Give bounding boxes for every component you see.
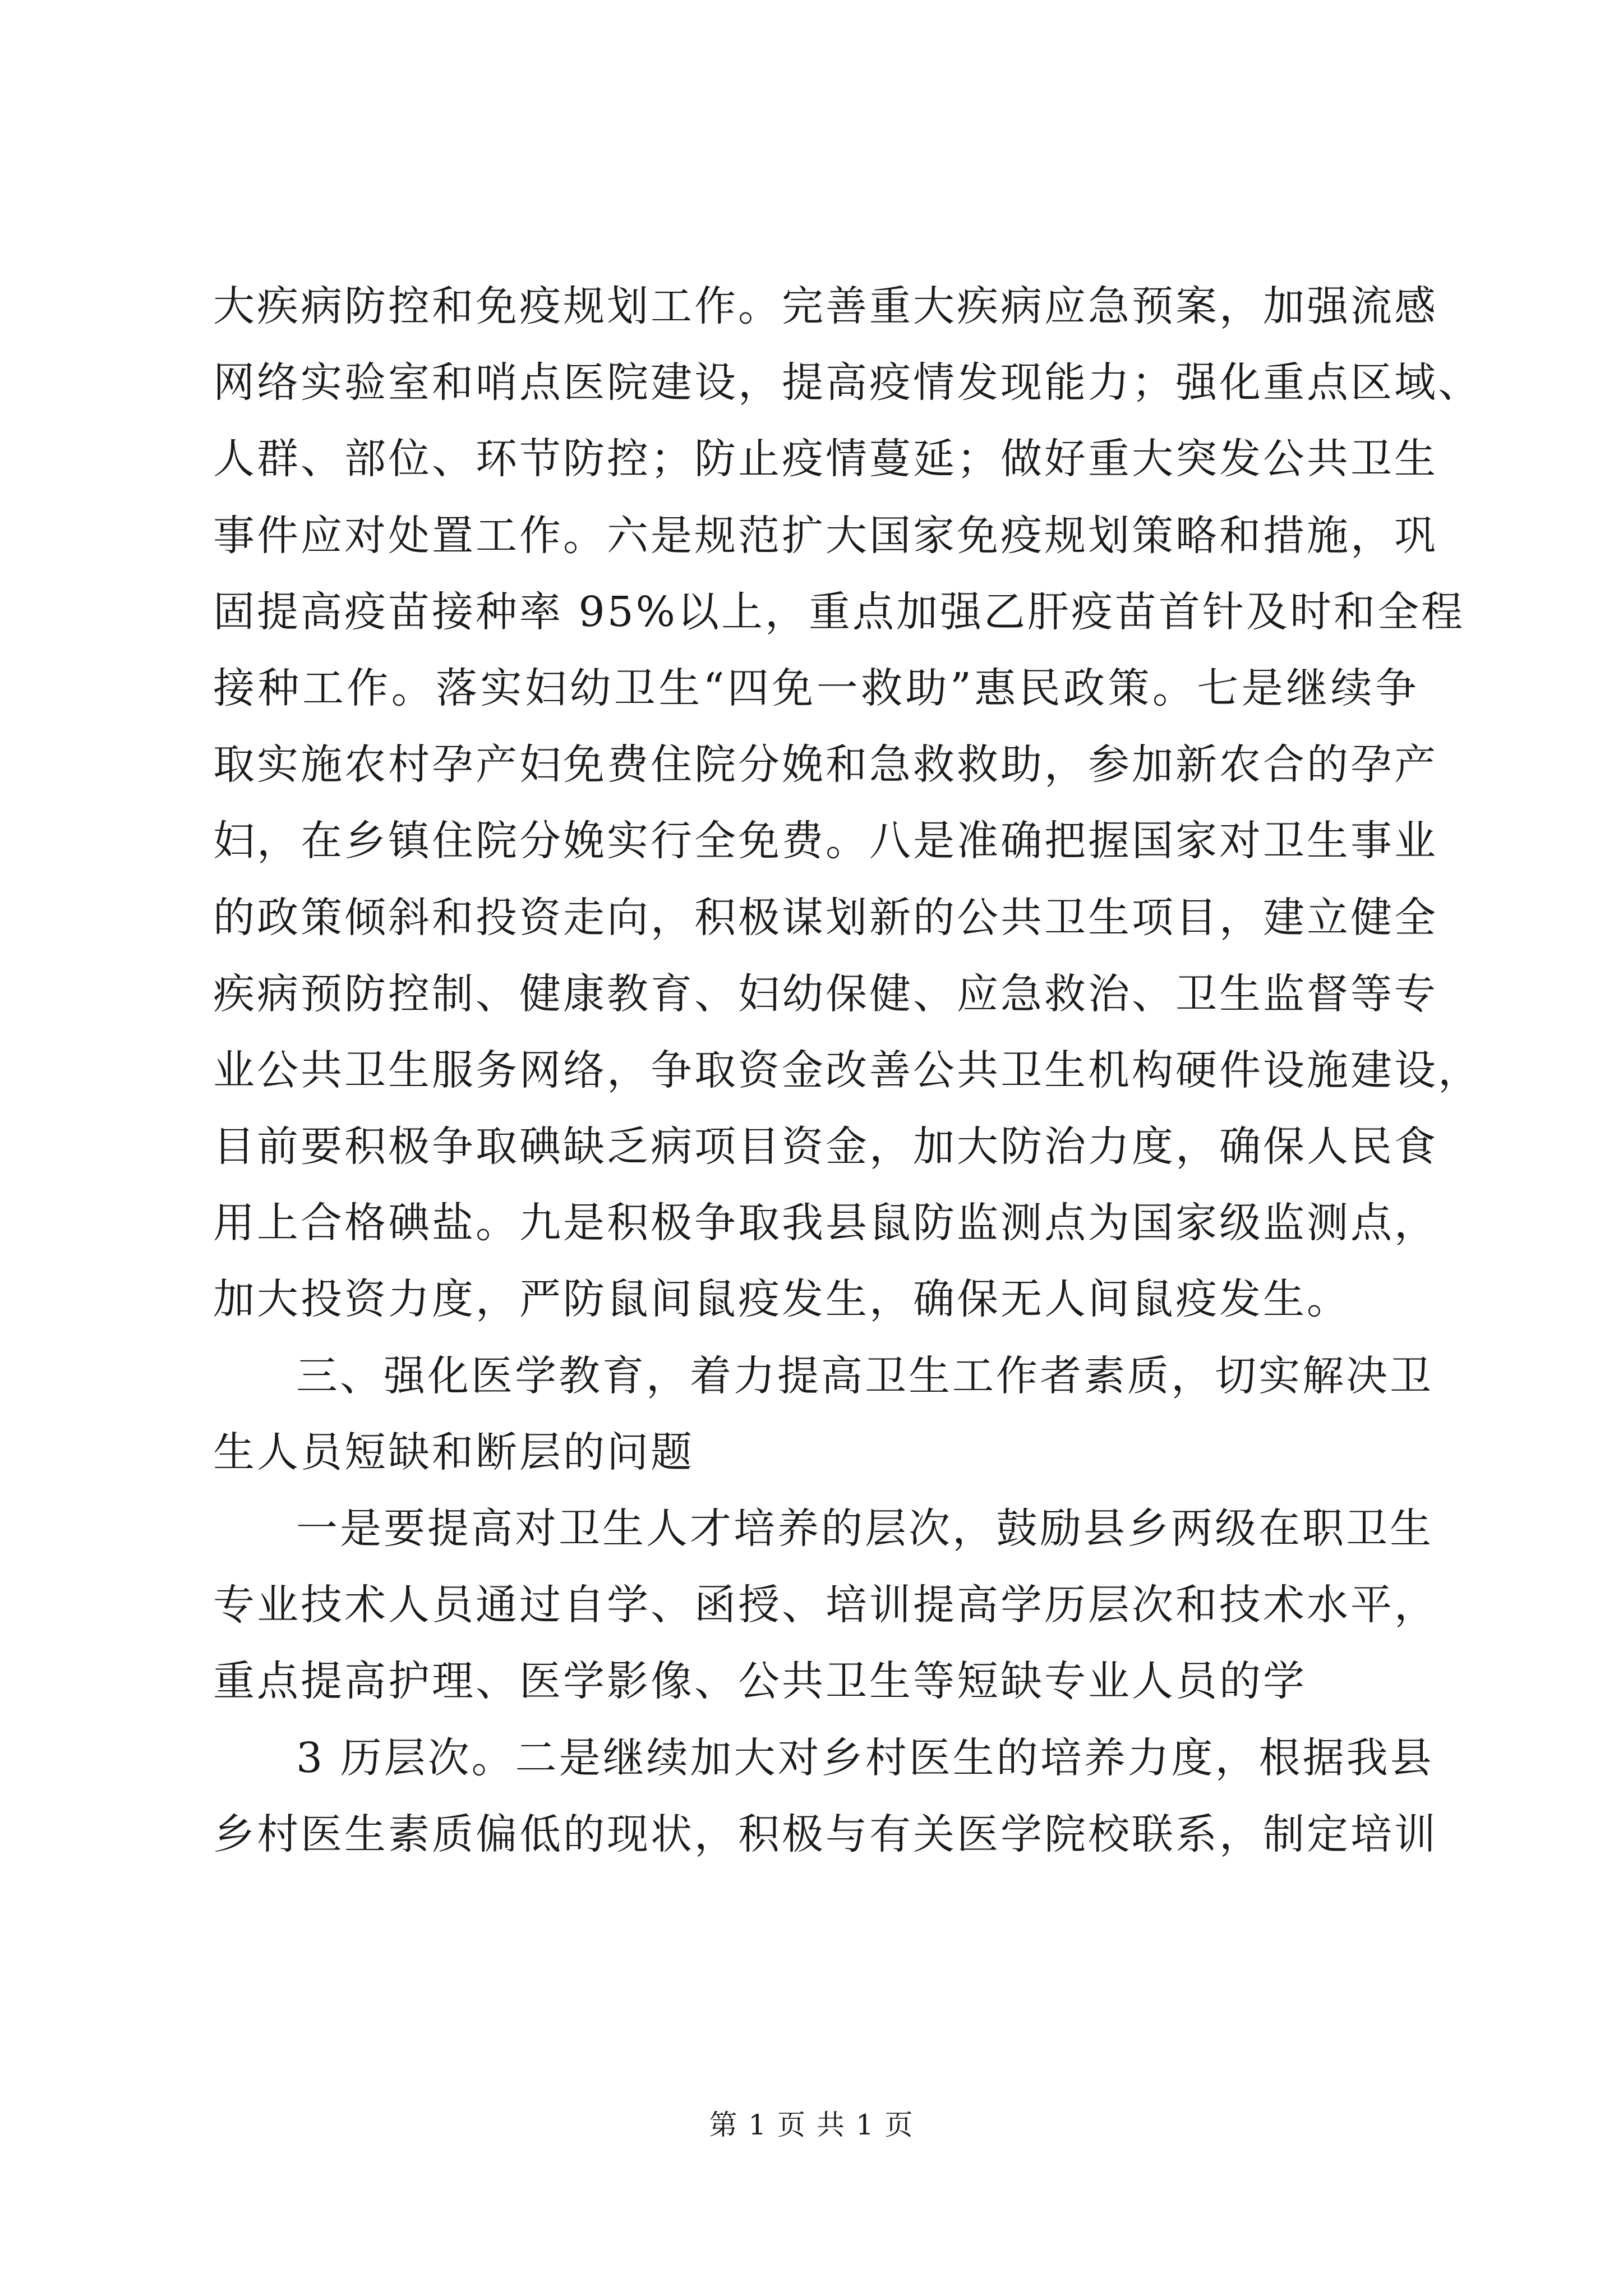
text-line: 一是要提高对卫生人才培养的层次，鼓励县乡两级在职卫生 [296,1504,1433,1553]
text-line: 固提高疫苗接种率 95%以上，重点加强乙肝疫苗首针及时和全程 [213,587,1465,636]
text-line: 3 历层次。二是继续加大对乡村医生的培养力度，根据我县 [296,1733,1434,1782]
text-line: 目前要积极争取碘缺乏病项目资金，加大防治力度，确保人民食 [213,1122,1438,1171]
text-line: 妇，在乡镇住院分娩实行全免费。八是准确把握国家对卫生事业 [213,817,1438,866]
page-footer: 第 1 页 共 1 页 [709,2109,914,2141]
text-line: 的政策倾斜和投资走向，积极谋划新的公共卫生项目，建立健全 [213,893,1438,942]
text-line: 用上合格碘盐。九是积极争取我县鼠防监测点为国家级监测点， [213,1199,1438,1248]
text-line: 取实施农村孕产妇免费住院分娩和急救救助，参加新农合的孕产 [213,740,1438,789]
text-line: 重点提高护理、医学影像、公共卫生等短缺专业人员的学 [213,1657,1307,1706]
section-heading-line: 生人员短缺和断层的问题 [213,1428,694,1476]
text-line: 业公共卫生服务网络，争取资金改善公共卫生机构硬件设施建设， [213,1046,1482,1094]
text-line: 事件应对处置工作。六是规范扩大国家免疫规划策略和措施，巩 [213,511,1438,560]
text-line: 疾病预防控制、健康教育、妇幼保健、应急救治、卫生监督等专 [213,969,1438,1018]
text-line: 加大投资力度，严防鼠间鼠疫发生，确保无人间鼠疫发生。 [213,1275,1350,1324]
text-line: 网络实验室和哨点医院建设，提高疫情发现能力；强化重点区域、 [213,358,1482,407]
text-line: 接种工作。落实妇幼卫生“四免一救助”惠民政策。七是继续争 [213,664,1419,712]
text-line: 人群、部位、环节防控；防止疫情蔓延；做好重大突发公共卫生 [213,435,1438,484]
document-body [213,268,1482,1872]
section-heading-line: 三、强化医学教育，着力提高卫生工作者素质，切实解决卫 [296,1351,1433,1400]
text-line: 专业技术人员通过自学、函授、培训提高学历层次和技术水平， [213,1581,1438,1630]
text-line: 乡村医生素质偏低的现状，积极与有关医学院校联系，制定培训 [213,1810,1438,1858]
text-line: 大疾病防控和免疫规划工作。完善重大疾病应急预案，加强流感 [213,282,1438,330]
